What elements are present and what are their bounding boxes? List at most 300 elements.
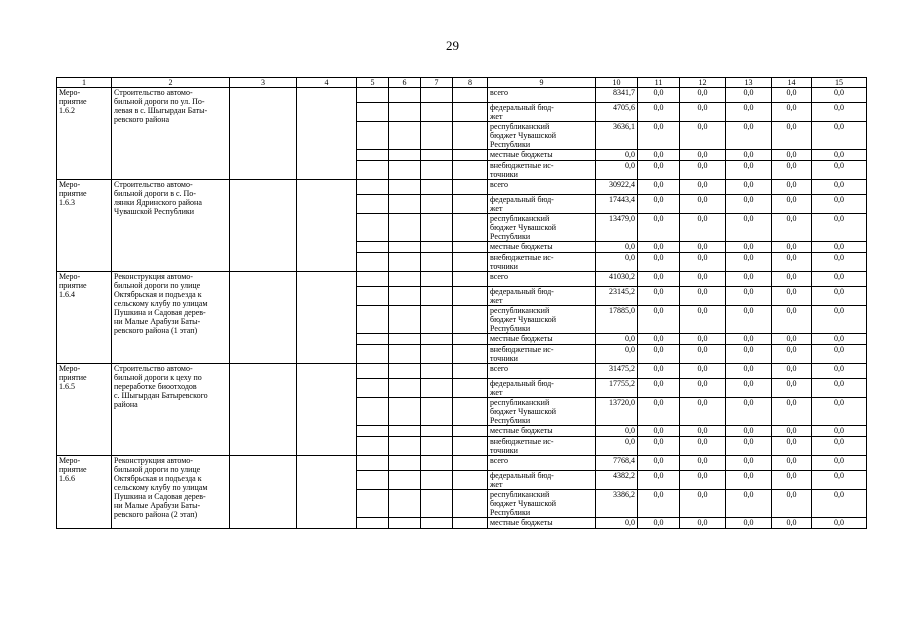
page-number: 29 [446,38,459,53]
value-total: 17885,0 [596,306,638,334]
value-total: 17443,4 [596,195,638,214]
funding-source: всего [488,88,596,103]
measure-description: Строительство автомо- бильной дороги к цеху по переработке биоотходов с. Шыгырдан Батыревского района [112,364,230,456]
value-cell: 0,0 [772,306,812,334]
header-cell: 3 [230,78,297,88]
value-cell: 0,0 [772,103,812,122]
empty-cell [357,518,389,529]
value-total: 8341,7 [596,88,638,103]
measure-id: Меро- приятие 1.6.3 [57,180,112,272]
value-cell: 0,0 [638,426,680,437]
value-cell: 0,0 [726,272,772,287]
empty-cell [453,518,488,529]
value-cell: 0,0 [680,490,726,518]
empty-cell [357,334,389,345]
empty-cell [453,150,488,161]
empty-cell [389,272,421,287]
table-row [57,180,867,195]
value-cell: 0,0 [680,518,726,529]
empty-cell [453,471,488,490]
value-cell: 0,0 [772,471,812,490]
empty-cell [389,334,421,345]
funding-source: республиканский бюджет Чувашской Республики [488,306,596,334]
value-cell: 0,0 [772,272,812,287]
measure-id: Меро- приятие 1.6.6 [57,456,112,529]
empty-cell [453,456,488,471]
value-cell: 0,0 [812,334,867,345]
empty-cell [421,471,453,490]
value-cell: 0,0 [680,345,726,364]
value-cell: 0,0 [772,345,812,364]
empty-cell [357,253,389,272]
value-cell: 0,0 [772,242,812,253]
empty-cell [421,518,453,529]
funding-source: республиканский бюджет Чувашской Республики [488,398,596,426]
table-row [57,88,867,103]
empty-cell [421,180,453,195]
measure-id: Меро- приятие 1.6.4 [57,272,112,364]
empty-cell [453,364,488,379]
measure-description: Строительство автомо- бильной дороги в с. По- лянки Ядринского района Чувашской Республики [112,180,230,272]
value-cell: 0,0 [726,364,772,379]
empty-cell [389,122,421,150]
value-cell: 0,0 [638,287,680,306]
value-cell: 0,0 [638,195,680,214]
empty-cell [389,180,421,195]
header-cell: 4 [297,78,357,88]
empty-cell [389,195,421,214]
empty-cell [421,379,453,398]
value-cell: 0,0 [680,253,726,272]
empty-cell [453,306,488,334]
empty-cell [389,345,421,364]
header-cell: 8 [453,78,488,88]
empty-cell [389,287,421,306]
header-cell: 15 [812,78,867,88]
value-cell: 0,0 [772,518,812,529]
value-cell: 0,0 [638,161,680,180]
empty-cell [421,456,453,471]
value-cell: 0,0 [812,253,867,272]
value-total: 30922,4 [596,180,638,195]
column-3-cell [230,272,297,364]
empty-cell [357,150,389,161]
value-cell: 0,0 [726,122,772,150]
empty-cell [357,88,389,103]
empty-cell [421,88,453,103]
value-cell: 0,0 [812,456,867,471]
empty-cell [357,214,389,242]
value-cell: 0,0 [680,306,726,334]
empty-cell [421,122,453,150]
value-cell: 0,0 [680,242,726,253]
value-cell: 0,0 [772,334,812,345]
empty-cell [389,471,421,490]
empty-cell [357,426,389,437]
empty-cell [357,161,389,180]
value-cell: 0,0 [638,122,680,150]
value-cell: 0,0 [638,334,680,345]
value-cell: 0,0 [726,195,772,214]
value-total: 41030,2 [596,272,638,287]
empty-cell [421,334,453,345]
value-total: 0,0 [596,437,638,456]
value-cell: 0,0 [638,306,680,334]
value-cell: 0,0 [726,161,772,180]
empty-cell [357,379,389,398]
empty-cell [389,398,421,426]
value-cell: 0,0 [638,345,680,364]
empty-cell [453,180,488,195]
value-total: 4705,6 [596,103,638,122]
empty-cell [389,88,421,103]
value-cell: 0,0 [680,195,726,214]
empty-cell [357,306,389,334]
column-4-cell [297,272,357,364]
empty-cell [453,122,488,150]
funding-source: внебюджетные ис- точники [488,161,596,180]
value-total: 17755,2 [596,379,638,398]
funding-source: местные бюджеты [488,426,596,437]
table-row [57,456,867,471]
value-cell: 0,0 [812,471,867,490]
value-cell: 0,0 [772,180,812,195]
funding-source: местные бюджеты [488,518,596,529]
empty-cell [421,242,453,253]
empty-cell [421,214,453,242]
value-cell: 0,0 [726,150,772,161]
value-cell: 0,0 [638,456,680,471]
empty-cell [453,437,488,456]
empty-cell [453,287,488,306]
funding-source: республиканский бюджет Чувашской Республики [488,490,596,518]
value-total: 3386,2 [596,490,638,518]
value-cell: 0,0 [638,518,680,529]
measure-id: Меро- приятие 1.6.2 [57,88,112,180]
empty-cell [421,426,453,437]
empty-cell [357,437,389,456]
value-cell: 0,0 [772,364,812,379]
empty-cell [389,490,421,518]
value-cell: 0,0 [812,437,867,456]
funding-source: внебюджетные ис- точники [488,345,596,364]
value-total: 3636,1 [596,122,638,150]
value-cell: 0,0 [638,180,680,195]
value-total: 4382,2 [596,471,638,490]
empty-cell [453,379,488,398]
value-cell: 0,0 [680,379,726,398]
value-cell: 0,0 [638,214,680,242]
value-cell: 0,0 [726,490,772,518]
value-cell: 0,0 [812,88,867,103]
empty-cell [421,306,453,334]
value-cell: 0,0 [638,379,680,398]
value-cell: 0,0 [812,518,867,529]
empty-cell [389,161,421,180]
value-cell: 0,0 [726,287,772,306]
empty-cell [389,364,421,379]
empty-cell [453,272,488,287]
funding-source: местные бюджеты [488,150,596,161]
empty-cell [453,195,488,214]
value-cell: 0,0 [680,122,726,150]
header-cell: 7 [421,78,453,88]
empty-cell [421,287,453,306]
value-cell: 0,0 [638,364,680,379]
value-cell: 0,0 [812,195,867,214]
value-total: 13479,0 [596,214,638,242]
value-cell: 0,0 [680,364,726,379]
value-total: 0,0 [596,334,638,345]
value-total: 0,0 [596,253,638,272]
value-total: 0,0 [596,150,638,161]
funding-source: всего [488,272,596,287]
value-cell: 0,0 [726,214,772,242]
header-cell: 1 [57,78,112,88]
value-cell: 0,0 [726,306,772,334]
value-cell: 0,0 [812,122,867,150]
value-cell: 0,0 [726,88,772,103]
value-cell: 0,0 [772,150,812,161]
empty-cell [389,306,421,334]
empty-cell [357,456,389,471]
value-cell: 0,0 [812,287,867,306]
funding-source: всего [488,456,596,471]
empty-cell [357,398,389,426]
empty-cell [357,195,389,214]
funding-source: федеральный бюд- жет [488,287,596,306]
empty-cell [421,272,453,287]
column-3-cell [230,456,297,529]
value-cell: 0,0 [726,253,772,272]
value-cell: 0,0 [772,437,812,456]
empty-cell [357,364,389,379]
column-3-cell [230,88,297,180]
empty-cell [453,103,488,122]
header-cell: 9 [488,78,596,88]
empty-cell [453,426,488,437]
empty-cell [389,456,421,471]
column-4-cell [297,88,357,180]
value-cell: 0,0 [680,103,726,122]
value-cell: 0,0 [772,214,812,242]
empty-cell [389,253,421,272]
empty-cell [421,364,453,379]
header-cell: 12 [680,78,726,88]
header-cell: 13 [726,78,772,88]
funding-source: республиканский бюджет Чувашской Республики [488,214,596,242]
value-cell: 0,0 [638,272,680,287]
empty-cell [421,490,453,518]
empty-cell [357,272,389,287]
value-cell: 0,0 [772,161,812,180]
value-total: 0,0 [596,345,638,364]
value-cell: 0,0 [680,161,726,180]
empty-cell [453,253,488,272]
value-cell: 0,0 [726,518,772,529]
empty-cell [453,398,488,426]
empty-cell [389,103,421,122]
value-cell: 0,0 [812,214,867,242]
value-cell: 0,0 [726,242,772,253]
value-cell: 0,0 [680,272,726,287]
value-cell: 0,0 [812,490,867,518]
empty-cell [421,253,453,272]
value-cell: 0,0 [726,334,772,345]
value-cell: 0,0 [680,437,726,456]
measure-description: Реконструкция автомо- бильной дороги по улице Октябрьская и подъезда к сельскому клубу по улицам Пушкина и Садовая дерев- ни Малые Арабузи Баты- ревского района (1 этап) [112,272,230,364]
value-cell: 0,0 [680,456,726,471]
header-cell: 10 [596,78,638,88]
empty-cell [357,345,389,364]
funding-source: местные бюджеты [488,334,596,345]
value-cell: 0,0 [680,426,726,437]
empty-cell [389,379,421,398]
value-total: 13720,0 [596,398,638,426]
column-4-cell [297,364,357,456]
value-total: 0,0 [596,426,638,437]
value-cell: 0,0 [812,180,867,195]
value-cell: 0,0 [812,103,867,122]
empty-cell [421,150,453,161]
empty-cell [357,287,389,306]
value-cell: 0,0 [680,398,726,426]
value-cell: 0,0 [726,103,772,122]
empty-cell [389,437,421,456]
empty-cell [453,345,488,364]
empty-cell [389,214,421,242]
value-cell: 0,0 [680,150,726,161]
empty-cell [421,398,453,426]
header-cell: 6 [389,78,421,88]
value-total: 0,0 [596,161,638,180]
value-cell: 0,0 [726,471,772,490]
value-cell: 0,0 [812,364,867,379]
value-cell: 0,0 [772,490,812,518]
value-cell: 0,0 [680,334,726,345]
value-cell: 0,0 [638,398,680,426]
value-total: 23145,2 [596,287,638,306]
empty-cell [421,345,453,364]
empty-cell [453,214,488,242]
value-cell: 0,0 [812,426,867,437]
measure-description: Реконструкция автомо- бильной дороги по улице Октябрьская и подъезда к сельскому клубу по улицам Пушкина и Садовая дерев- ни Малые Арабузи Баты- ревского района (2 этап) [112,456,230,529]
value-cell: 0,0 [726,345,772,364]
value-cell: 0,0 [812,272,867,287]
value-cell: 0,0 [638,150,680,161]
header-cell: 14 [772,78,812,88]
empty-cell [421,195,453,214]
value-cell: 0,0 [812,398,867,426]
funding-source: федеральный бюд- жет [488,103,596,122]
budget-table [56,77,867,529]
empty-cell [357,103,389,122]
value-cell: 0,0 [812,306,867,334]
header-cell: 11 [638,78,680,88]
value-cell: 0,0 [812,150,867,161]
value-cell: 0,0 [812,242,867,253]
value-cell: 0,0 [638,253,680,272]
value-cell: 0,0 [772,398,812,426]
empty-cell [389,518,421,529]
value-cell: 0,0 [726,426,772,437]
value-cell: 0,0 [772,122,812,150]
column-4-cell [297,180,357,272]
value-cell: 0,0 [726,180,772,195]
header-cell: 5 [357,78,389,88]
value-cell: 0,0 [726,437,772,456]
value-cell: 0,0 [772,379,812,398]
empty-cell [453,242,488,253]
value-total: 0,0 [596,242,638,253]
value-cell: 0,0 [812,345,867,364]
value-total: 31475,2 [596,364,638,379]
measure-id: Меро- приятие 1.6.5 [57,364,112,456]
value-cell: 0,0 [680,287,726,306]
value-cell: 0,0 [638,88,680,103]
value-cell: 0,0 [772,195,812,214]
empty-cell [357,180,389,195]
empty-cell [453,490,488,518]
funding-source: местные бюджеты [488,242,596,253]
value-cell: 0,0 [772,287,812,306]
empty-cell [357,471,389,490]
value-cell: 0,0 [772,88,812,103]
funding-source: республиканский бюджет Чувашской Республики [488,122,596,150]
value-cell: 0,0 [772,426,812,437]
empty-cell [421,437,453,456]
value-cell: 0,0 [772,456,812,471]
empty-cell [357,490,389,518]
empty-cell [389,426,421,437]
value-cell: 0,0 [680,214,726,242]
value-cell: 0,0 [680,471,726,490]
value-cell: 0,0 [638,242,680,253]
empty-cell [453,161,488,180]
funding-source: внебюджетные ис- точники [488,437,596,456]
table-row [57,272,867,287]
header-cell: 2 [112,78,230,88]
value-cell: 0,0 [680,88,726,103]
value-cell: 0,0 [638,437,680,456]
column-3-cell [230,364,297,456]
funding-source: внебюджетные ис- точники [488,253,596,272]
empty-cell [357,242,389,253]
funding-source: всего [488,180,596,195]
value-cell: 0,0 [638,103,680,122]
value-cell: 0,0 [680,180,726,195]
header-row [57,78,867,88]
empty-cell [389,242,421,253]
funding-source: федеральный бюд- жет [488,195,596,214]
empty-cell [453,334,488,345]
value-cell: 0,0 [812,379,867,398]
value-cell: 0,0 [726,456,772,471]
value-cell: 0,0 [772,253,812,272]
value-cell: 0,0 [638,490,680,518]
empty-cell [421,103,453,122]
value-total: 0,0 [596,518,638,529]
value-cell: 0,0 [812,161,867,180]
measure-description: Строительство автомо- бильной дороги по ул. По- левая в с. Шыгырдан Баты- ревского района [112,88,230,180]
value-cell: 0,0 [726,398,772,426]
table-row [57,364,867,379]
column-4-cell [297,456,357,529]
funding-source: всего [488,364,596,379]
empty-cell [453,88,488,103]
value-total: 7768,4 [596,456,638,471]
empty-cell [357,122,389,150]
